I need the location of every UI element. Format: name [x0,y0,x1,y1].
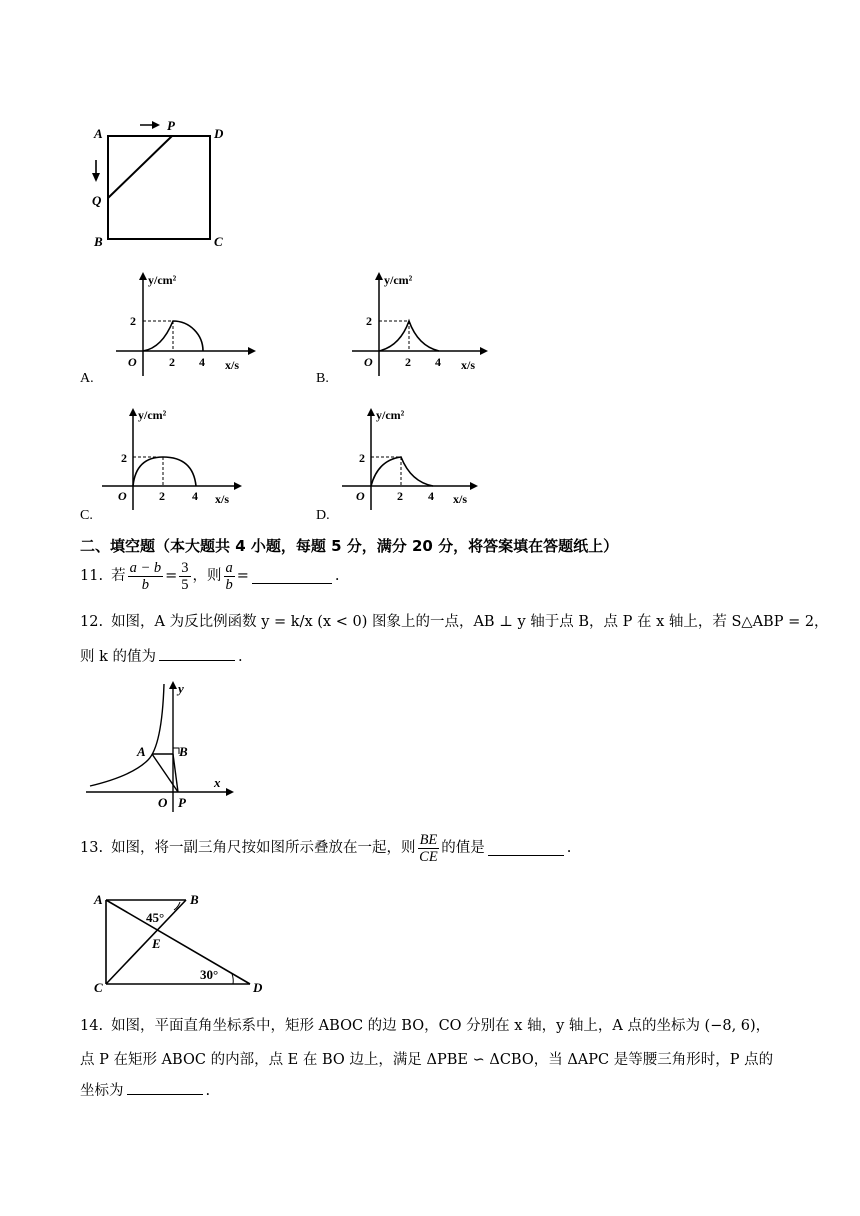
question-14-line-3 [80,1080,210,1101]
label-B: B [94,234,103,249]
q11-frac3-num: a [225,559,233,576]
tick-2-x: 2 [159,489,165,503]
question-13 [80,826,571,870]
origin: O [128,355,137,369]
graph-option-c [98,402,248,514]
x-axis-label: x/s [215,492,230,506]
square-figure [80,110,240,260]
origin: O [118,489,127,503]
q14-end: . [205,1083,211,1099]
tick-2-y: 2 [130,314,136,328]
q13-figure [90,888,270,998]
tick-2-x: 2 [169,355,175,369]
q12-text-2: 则 k 的值为 [80,649,157,665]
q12-figure [82,676,242,816]
q11-frac1-num: a − b [129,559,162,576]
q12-number: 12. [80,614,104,630]
q14-text-1: 如图，平面直角坐标系中，矩形 ABOC 的边 BO，CO 分别在 x 轴，y 轴上，A 点的坐标为 (−8, 6)， [111,1018,771,1034]
label-E: E [152,936,161,951]
label-x: x [214,775,221,790]
q13-number: 13. [80,840,104,856]
y-axis-label: y/cm² [376,408,405,422]
origin: O [356,489,365,503]
y-axis-label: y/cm² [384,273,413,287]
question-12-line-1 [80,612,829,632]
q11-mid: ，则 [192,568,222,584]
q13-post: 的值是 [441,840,485,856]
question-11 [80,556,340,596]
tick-2-y: 2 [359,451,365,465]
q11-fraction-2 [179,560,190,593]
y-axis-label: y/cm² [138,408,167,422]
q14-number: 14. [80,1018,104,1034]
tick-2-y: 2 [121,451,127,465]
q14-text-3: 坐标为 [80,1083,124,1099]
q14-text-2: 点 P 在矩形 ABOC 的内部，点 E 在 BO 边上，满足 ΔPBE ∽ ΔCBO，当 ΔAPC 是等腰三角形时，P 点的 [80,1052,774,1068]
question-14-line-1 [80,1016,770,1036]
origin: O [364,355,373,369]
q11-end: . [334,568,340,584]
label-A: A [94,892,103,907]
q12-answer-blank[interactable] [159,646,235,661]
q11-fraction-3 [224,560,235,593]
option-b-label: B. [316,371,329,386]
label-D: D [253,980,263,995]
question-12-line-2 [80,646,243,667]
q11-answer-blank[interactable] [252,569,332,584]
q11-frac2-den: 5 [181,576,189,593]
x-axis-label: x/s [453,492,468,506]
graph-option-d [338,402,488,514]
label-O: O [158,795,168,810]
option-c-label: C. [80,508,93,523]
tick-2-x: 2 [405,355,411,369]
q11-fraction-1 [128,560,164,593]
section-title: 二、填空题（本大题共 4 小题，每题 5 分，满分 20 分，将答案填在答题纸上） [80,537,619,555]
x-axis-label: x/s [225,358,240,372]
q13-frac-num: BE [419,831,438,848]
option-d-label: D. [316,508,330,523]
q13-answer-blank[interactable] [488,841,564,856]
option-a-label: A. [80,371,94,386]
tick-4-x: 4 [428,489,434,503]
question-14-line-2 [80,1050,773,1070]
tick-2-y: 2 [366,314,372,328]
tick-2-x: 2 [397,489,403,503]
tick-4-x: 4 [435,355,441,369]
q11-frac3-den: b [225,576,233,593]
q13-pre: 如图，将一副三角尺按如图所示叠放在一起，则 [111,840,416,856]
label-y: y [178,681,184,696]
graph-option-a [110,268,260,380]
label-A: A [137,744,146,759]
label-B: B [179,744,188,759]
q13-fraction [418,832,440,865]
angle-45: 45° [146,910,165,925]
q14-answer-blank[interactable] [127,1080,203,1095]
q13-frac-den: CE [419,848,438,865]
q11-frac1-den: b [141,576,149,593]
tick-4-x: 4 [192,489,198,503]
q12-text-1: 如图，A 为反比例函数 y = k/x (x < 0) 图象上的一点，AB ⊥ y 轴于点 B，点 P 在 x 轴上，若 S△ABP = 2， [111,614,829,630]
label-Q: Q [92,193,102,208]
label-C: C [94,980,103,995]
tick-4-x: 4 [199,355,205,369]
label-B: B [190,892,199,907]
x-axis-label: x/s [461,358,476,372]
q12-end: . [238,649,243,665]
graph-option-b [348,268,498,380]
q11-number: 11. [80,568,104,584]
label-C: C [214,234,223,249]
angle-30: 30° [200,967,219,982]
label-P: P [178,795,186,810]
q11-eq2: = [236,568,249,584]
q13-end: . [566,840,572,856]
label-A: A [94,126,103,141]
q11-frac2-num: 3 [181,559,189,576]
q11-eq: = [165,568,178,584]
label-D: D [214,126,224,141]
label-P: P [167,118,175,133]
q11-pre: 若 [111,568,126,584]
y-axis-label: y/cm² [148,273,177,287]
